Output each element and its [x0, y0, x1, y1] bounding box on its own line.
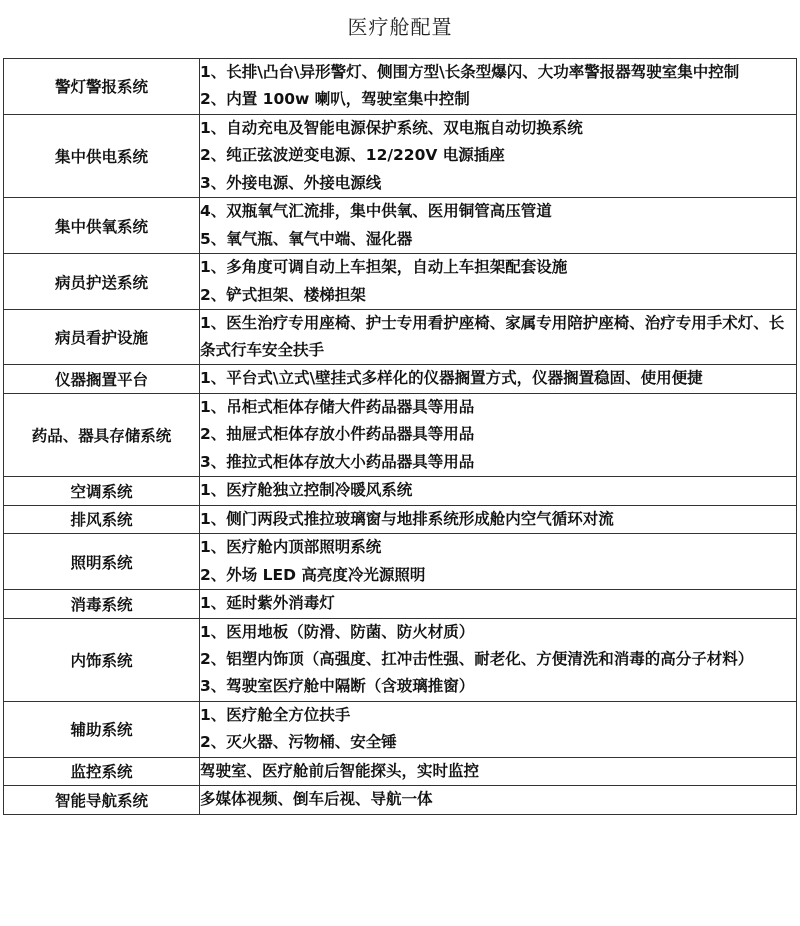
row-category: 药品、器具存储系统	[4, 393, 200, 477]
table-row	[4, 365, 797, 394]
row-item-line: 5、氧气瓶、氧气中端、湿化器	[200, 229, 413, 248]
row-items	[200, 254, 797, 310]
row-items	[200, 59, 797, 115]
table-row	[4, 59, 797, 115]
row-item-line: 1、医生治疗专用座椅、护士专用看护座椅、家属专用陪护座椅、治疗专用手术灯、长条式行车安全扶手	[200, 314, 785, 359]
page-title: 医疗舱配置	[347, 15, 453, 39]
row-items	[200, 757, 797, 786]
row-item-line: 3、推拉式柜体存放大小药品器具等用品	[200, 452, 475, 471]
table-row	[4, 505, 797, 534]
table-row	[4, 757, 797, 786]
row-item-line: 4、双瓶氧气汇流排，集中供氧、医用铜管高压管道	[200, 202, 552, 220]
row-category: 辅助系统	[4, 701, 200, 757]
table-row	[4, 393, 797, 477]
row-items	[200, 618, 797, 701]
row-category: 集中供氧系统	[4, 198, 200, 254]
row-items	[200, 393, 797, 477]
row-category: 病员护送系统	[4, 254, 200, 310]
row-items	[200, 365, 797, 394]
row-item-line: 1、吊柜式柜体存储大件药品器具等用品	[200, 397, 475, 416]
row-item-line: 1、延时紫外消毒灯	[200, 594, 335, 612]
row-category: 监控系统	[4, 757, 200, 786]
config-table	[3, 58, 797, 815]
row-category: 内饰系统	[4, 618, 200, 701]
row-item-line: 1、医疗舱内顶部照明系统	[200, 538, 382, 556]
row-item-line: 驾驶室、医疗舱前后智能探头，实时监控	[200, 761, 480, 780]
table-row	[4, 477, 797, 506]
row-item-line: 2、铝塑内饰顶（高强度、扛冲击性强、耐老化、方便清洗和消毒的高分子材料）	[200, 650, 754, 668]
row-category: 排风系统	[4, 505, 200, 534]
row-item-line: 3、外接电源、外接电源线	[200, 173, 382, 192]
row-item-line: 1、多角度可调自动上车担架，自动上车担架配套设施	[200, 258, 568, 276]
row-item-line: 1、自动充电及智能电源保护系统、双电瓶自动切换系统	[200, 118, 583, 137]
table-row	[4, 254, 797, 310]
row-item-line: 1、医疗舱全方位扶手	[200, 705, 351, 724]
row-category: 消毒系统	[4, 590, 200, 619]
row-item-line: 1、医用地板（防滑、防菌、防火材质）	[200, 622, 475, 641]
row-category: 照明系统	[4, 534, 200, 590]
row-items	[200, 786, 797, 815]
row-item-line: 1、长排\凸台\异形警灯、侧围方型\长条型爆闪、大功率警报器驾驶室集中控制	[200, 63, 740, 81]
row-category: 病员看护设施	[4, 310, 200, 365]
table-row	[4, 198, 797, 254]
table-row	[4, 534, 797, 590]
row-item-line: 2、纯正弦波逆变电源、12/220V 电源插座	[200, 146, 505, 164]
table-row	[4, 786, 797, 815]
row-item-line: 2、抽屉式柜体存放小件药品器具等用品	[200, 425, 475, 443]
row-item-line: 2、内置 100w 喇叭，驾驶室集中控制	[200, 90, 470, 108]
row-category: 仪器搁置平台	[4, 365, 200, 394]
row-category: 集中供电系统	[4, 114, 200, 198]
row-items	[200, 477, 797, 506]
row-item-line: 2、灭火器、污物桶、安全锤	[200, 733, 397, 751]
table-row	[4, 114, 797, 198]
row-item-line: 2、外场 LED 高亮度冷光源照明	[200, 565, 426, 584]
row-category: 警灯警报系统	[4, 59, 200, 115]
row-items	[200, 701, 797, 757]
row-items	[200, 590, 797, 619]
row-category: 智能导航系统	[4, 786, 200, 815]
table-row	[4, 701, 797, 757]
row-items	[200, 505, 797, 534]
row-items	[200, 114, 797, 198]
row-items	[200, 310, 797, 365]
table-row	[4, 590, 797, 619]
row-category: 空调系统	[4, 477, 200, 506]
table-row	[4, 310, 797, 365]
row-item-line: 1、侧门两段式推拉玻璃窗与地排系统形成舱内空气循环对流	[200, 509, 614, 528]
row-item-line: 1、医疗舱独立控制冷暖风系统	[200, 481, 413, 499]
row-item-line: 3、驾驶室医疗舱中隔断（含玻璃推窗）	[200, 677, 475, 695]
row-item-line: 2、铲式担架、楼梯担架	[200, 285, 366, 304]
row-items	[200, 534, 797, 590]
row-items	[200, 198, 797, 254]
table-row	[4, 618, 797, 701]
row-item-line: 多媒体视频、倒车后视、导航一体	[200, 790, 433, 808]
row-item-line: 1、平台式\立式\壁挂式多样化的仪器搁置方式，仪器搁置稳固、使用便捷	[200, 369, 703, 387]
config-table-body	[4, 59, 797, 815]
